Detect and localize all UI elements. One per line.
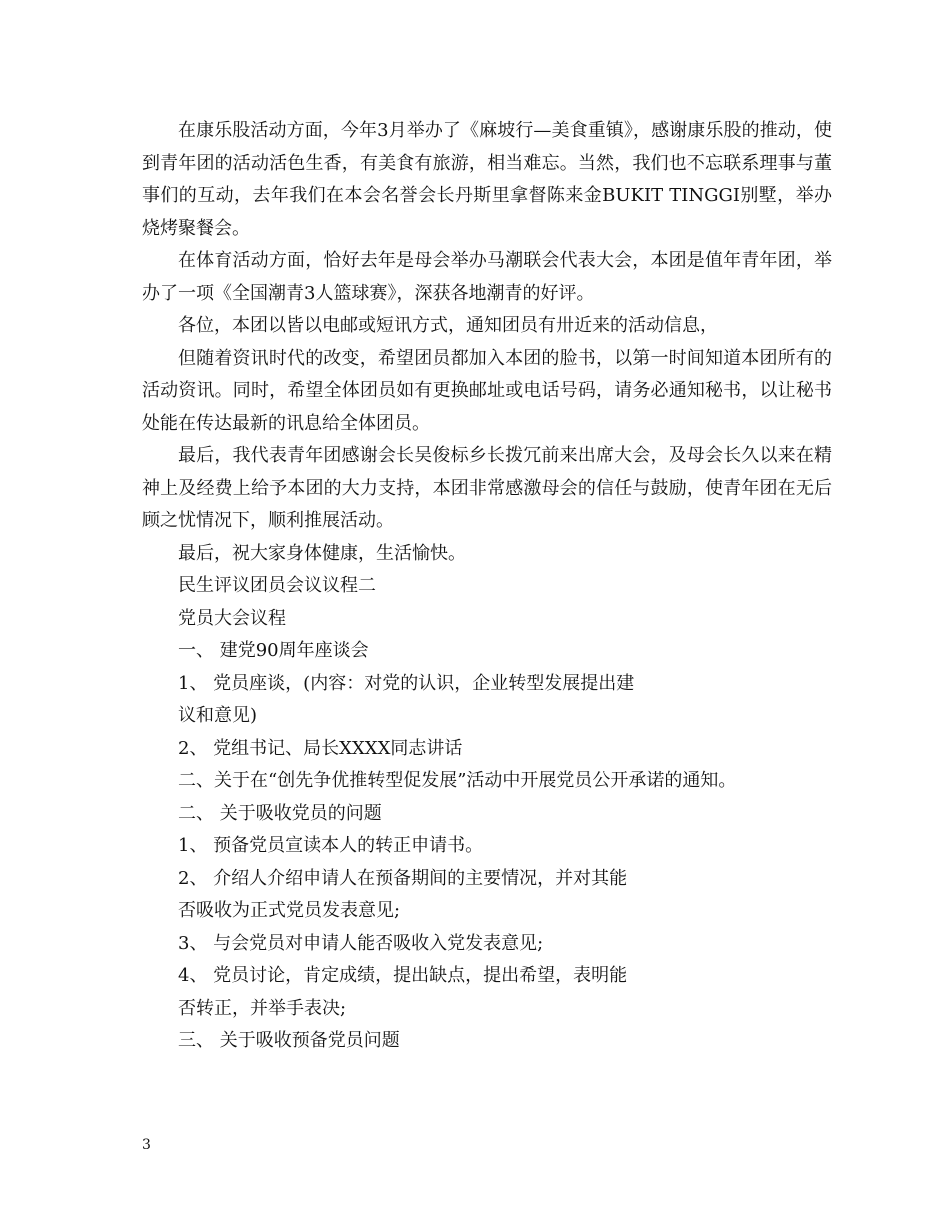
agenda-title: 党员大会议程 (178, 607, 286, 629)
agenda-item: 议和意见) (178, 705, 258, 726)
agenda-item: 一、 建党90周年座谈会 (178, 640, 369, 661)
agenda-item: 2、 介绍人介绍申请人在预备期间的主要情况，并对其能 (178, 867, 628, 889)
paragraph-closing: 最后，祝大家身体健康，生活愉快。 (178, 542, 466, 564)
page-number: 3 (142, 1137, 151, 1153)
agenda-item: 4、 党员讨论，肯定成绩，提出缺点，提出希望，表明能 (178, 965, 628, 986)
agenda-item: 否转正，并举手表决; (178, 997, 347, 1019)
agenda-item: 2、 党组书记、局长XXXX同志讲话 (178, 737, 463, 759)
agenda-item: 三、 关于吸收预备党员问题 (178, 1030, 400, 1051)
agenda-item: 否吸收为正式党员发表意见; (178, 900, 401, 921)
agenda-item: 1、 预备党员宣读本人的转正申请书。 (178, 835, 484, 856)
paragraph-facebook: 但随着资讯时代的改变，希望团员都加入本团的脸书，以第一时间知道本团所有的活动资讯。同时，希望全体团员如有更换邮址或电话号码，请务必通知秘书，以让秘书处能在传达最新的讯息给全体团员。 (142, 347, 832, 434)
agenda-item: 二、 关于吸收党员的问题 (178, 802, 382, 824)
paragraph-sports: 在体育活动方面，恰好去年是母会举办马潮联会代表大会，本团是值年青年团，举办了一项《全国潮青3人篮球赛》，深获各地潮青的好评。 (142, 250, 832, 304)
document-body (142, 115, 832, 1058)
agenda-item: 二、关于在“创先争优推转型促发展”活动中开展党员公开承诺的通知。 (178, 770, 737, 791)
agenda-item: 1、 党员座谈，(内容：对党的认识，企业转型发展提出建 (178, 672, 635, 694)
section-heading: 民生评议团员会议议程二 (178, 575, 376, 596)
paragraph-thanks: 最后，我代表青年团感谢会长吴俊标乡长拨冗前来出席大会，及母会长久以来在精神上及经费上给予本团的大力支持，本团非常感激母会的信任与鼓励，使青年团在无后顾之忧情况下，顺利推展活动。 (142, 445, 832, 531)
agenda-item: 3、 与会党员对申请人能否吸收入党发表意见; (178, 932, 544, 954)
paragraph-recreation: 在康乐股活动方面，今年3月举办了《麻坡行—美食重镇》，感谢康乐股的推动，使到青年团的活动活色生香，有美食有旅游，相当难忘。当然，我们也不忘联系理事与董事们的互动，去年我们在本会名誉会长丹斯里拿督陈来金BUKIT TINGGI别墅，举办烧烤聚餐会。 (142, 120, 832, 239)
paragraph-notice: 各位，本团以皆以电邮或短讯方式，通知团员有卅近来的活动信息， (178, 315, 718, 336)
